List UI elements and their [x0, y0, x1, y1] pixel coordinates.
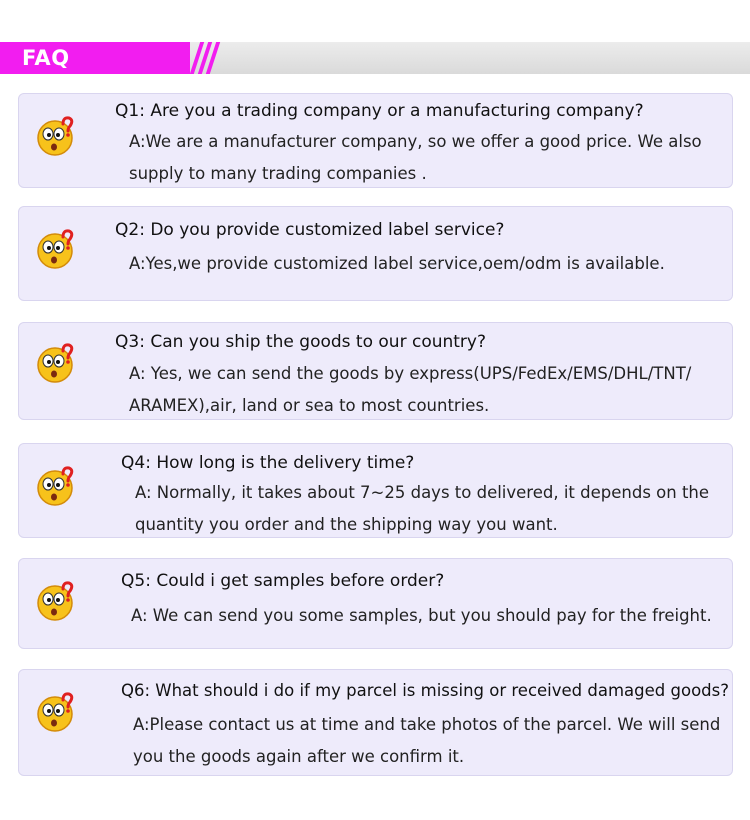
confused-face-emoji-icon — [33, 464, 77, 508]
faq-item-1 — [18, 93, 733, 188]
faq-answer: A: Yes, we can send the goods by express(UPS/FedEx/EMS/DHL/TNT/ ARAMEX),air, land or sea to most countries. — [129, 364, 692, 415]
confused-face-emoji-icon — [33, 114, 77, 158]
faq-answer: A:We are a manufacturer company, so we offer a good price. We also supply to many trading companies . — [129, 132, 702, 183]
confused-face-emoji-icon — [33, 579, 77, 623]
confused-face-emoji-icon — [33, 690, 77, 734]
faq-answer: A:Please contact us at time and take photos of the parcel. We will send you the goods again after we confirm it. — [133, 715, 721, 766]
faq-answer: A: Normally, it takes about 7~25 days to delivered, it depends on the quantity you order and the shipping way you want. — [135, 483, 710, 534]
confused-face-emoji-icon — [33, 341, 77, 385]
faq-question: Q6: What should i do if my parcel is missing or received damaged goods? — [121, 681, 729, 700]
faq-question: Q4: How long is the delivery time? — [121, 453, 415, 473]
faq-answer: A: We can send you some samples, but you should pay for the freight. — [131, 606, 712, 625]
faq-item-6 — [18, 669, 733, 776]
faq-question: Q3: Can you ship the goods to our country? — [115, 332, 487, 352]
faq-question: Q1: Are you a trading company or a manufacturing company? — [115, 101, 644, 121]
confused-face-emoji-icon — [33, 227, 77, 271]
faq-item-4 — [18, 443, 733, 538]
faq-question: Q2: Do you provide customized label service? — [115, 220, 505, 240]
faq-title: FAQ — [22, 46, 70, 70]
faq-item-2 — [18, 206, 733, 301]
faq-item-3 — [18, 322, 733, 420]
faq-answer: A:Yes,we provide customized label service,oem/odm is available. — [129, 254, 665, 273]
faq-question: Q5: Could i get samples before order? — [121, 571, 445, 591]
faq-item-5 — [18, 558, 733, 649]
